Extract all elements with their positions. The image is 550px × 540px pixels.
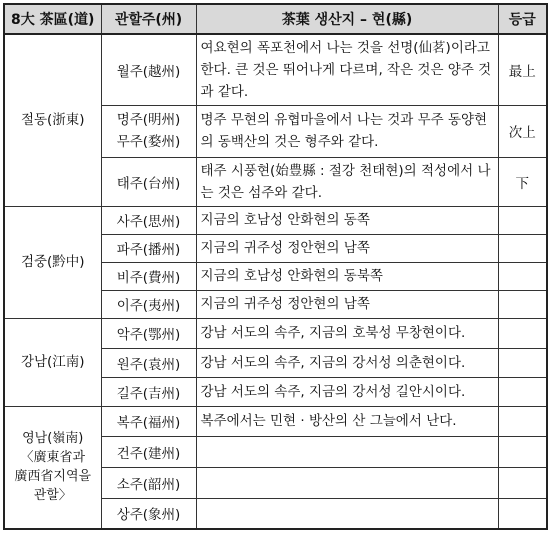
- state-cell: 길주(吉州): [101, 377, 196, 406]
- state-cell: 복주(福州): [101, 406, 196, 436]
- desc-cell: 강남 서도의 속주, 지금의 강서성 길안시이다.: [196, 377, 498, 406]
- grade-cell: [498, 262, 547, 290]
- state-cell: 명주(明州) 무주(婺州): [101, 105, 196, 157]
- grade-cell: [498, 290, 547, 318]
- desc-cell: 강남 서도의 속주, 지금의 호북성 무창현이다.: [196, 318, 498, 348]
- state-cell: 상주(象州): [101, 498, 196, 529]
- table-row: [4, 318, 547, 348]
- desc-cell: 복주에서는 민현 · 방산의 산 그늘에서 난다.: [196, 406, 498, 436]
- table-row: [4, 406, 547, 436]
- grade-cell: [498, 377, 547, 406]
- header-region: 8大 茶區(道): [4, 4, 101, 34]
- grade-cell: 次上: [498, 105, 547, 157]
- desc-cell: 지금의 귀주성 정안현의 남쪽: [196, 234, 498, 262]
- grade-cell: [498, 234, 547, 262]
- desc-cell: 명주 무현의 유협마을에서 나는 것과 무주 동양현의 동백산의 것은 형주와 같다.: [196, 105, 498, 157]
- state-cell: 소주(韶州): [101, 467, 196, 498]
- desc-cell: 지금의 호남성 안화현의 동북쪽: [196, 262, 498, 290]
- grade-cell: 下: [498, 157, 547, 206]
- desc-cell: 지금의 호남성 안화현의 동쪽: [196, 206, 498, 234]
- desc-cell: 지금의 귀주성 정안현의 남쪽: [196, 290, 498, 318]
- desc-cell: [196, 467, 498, 498]
- desc-cell: 강남 서도의 속주, 지금의 강서성 의춘현이다.: [196, 348, 498, 377]
- region-cell: 검중(黔中): [4, 206, 101, 318]
- desc-cell: [196, 436, 498, 467]
- grade-cell: [498, 406, 547, 436]
- grade-cell: 最上: [498, 34, 547, 105]
- tea-region-table-container: [3, 3, 548, 530]
- state-cell: 태주(台州): [101, 157, 196, 206]
- grade-cell: [498, 436, 547, 467]
- header-row: [4, 4, 547, 34]
- grade-cell: [498, 467, 547, 498]
- header-grade: 등급: [498, 4, 547, 34]
- region-cell: 영남(嶺南) 〈廣東省과 廣西省지역을 관할〉: [4, 406, 101, 529]
- desc-cell: [196, 498, 498, 529]
- grade-cell: [498, 206, 547, 234]
- state-cell: 사주(思州): [101, 206, 196, 234]
- header-state: 관할주(州): [101, 4, 196, 34]
- grade-cell: [498, 498, 547, 529]
- state-cell: 악주(鄂州): [101, 318, 196, 348]
- grade-cell: [498, 348, 547, 377]
- desc-cell: 여요현의 폭포천에서 나는 것을 선명(仙茗)이라고 한다. 큰 것은 뛰어나게 다르며, 작은 것은 양주 것과 같다.: [196, 34, 498, 105]
- grade-cell: [498, 318, 547, 348]
- state-cell: 이주(夷州): [101, 290, 196, 318]
- table-row: [4, 206, 547, 234]
- desc-cell: 태주 시풍현(始豊縣 : 절강 천태현)의 적성에서 나는 것은 섬주와 같다.: [196, 157, 498, 206]
- state-cell: 건주(建州): [101, 436, 196, 467]
- tea-region-table: [3, 3, 548, 530]
- header-source: 茶葉 생산지 – 현(縣): [196, 4, 498, 34]
- state-cell: 월주(越州): [101, 34, 196, 105]
- state-cell: 원주(袁州): [101, 348, 196, 377]
- region-cell: 강남(江南): [4, 318, 101, 406]
- table-row: [4, 34, 547, 105]
- region-cell: 절동(浙東): [4, 34, 101, 206]
- state-cell: 비주(費州): [101, 262, 196, 290]
- state-cell: 파주(播州): [101, 234, 196, 262]
